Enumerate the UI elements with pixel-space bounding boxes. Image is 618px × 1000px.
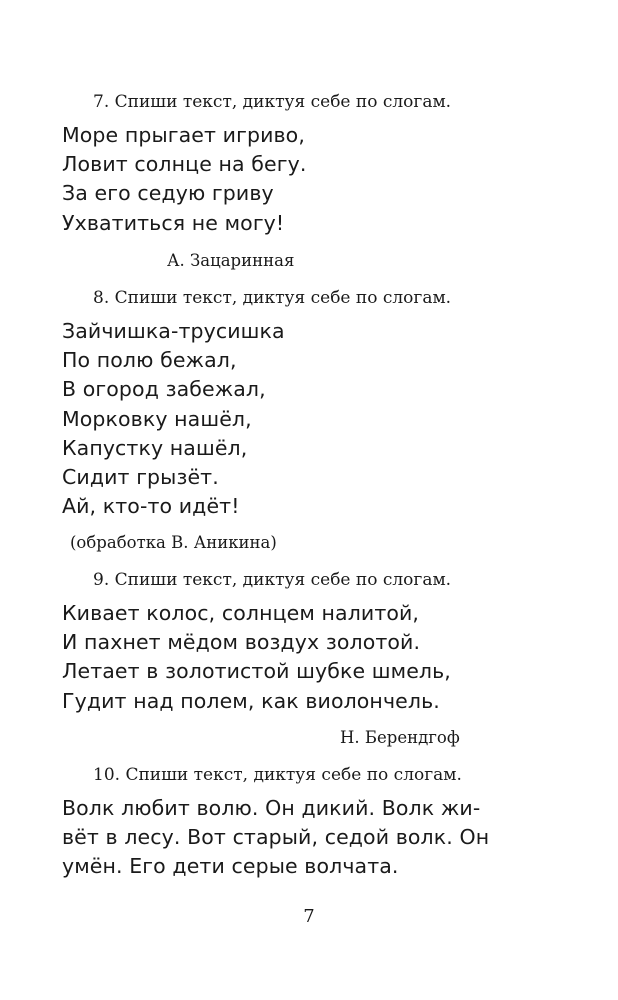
exercise-9-task: 9. Спиши текст, диктуя себе по слогам.	[93, 570, 452, 590]
exercise-9-author: Н. Берендгоф	[340, 728, 460, 747]
exercise-8-poem	[62, 317, 285, 521]
text-line: вёт в лесу. Вот старый, седой волк. Он	[62, 825, 490, 850]
poem-line: Зайчишка-трусишка	[62, 319, 285, 343]
exercise-7-poem	[62, 121, 306, 238]
poem-line: Морковку нашёл,	[62, 406, 252, 431]
exercise-7-author: А. Зацаринная	[167, 251, 295, 270]
poem-line: По полю бежал,	[62, 348, 237, 373]
poem-line: И пахнет мёдом воздух золотой.	[62, 630, 421, 655]
poem-line: Летает в золотистой шубке шмель,	[62, 659, 451, 684]
exercise-9-poem	[62, 599, 451, 716]
exercise-10-task: 10. Спиши текст, диктуя себе по слогам.	[93, 765, 462, 785]
text-line: Волк любит волю. Он дикий. Волк жи-	[62, 796, 481, 820]
poem-line: В огород забежал,	[62, 377, 266, 402]
exercise-10-text	[62, 794, 489, 882]
poem-line: За его седую гриву	[62, 181, 274, 206]
poem-line: Ухватиться не могу!	[62, 210, 285, 235]
poem-line: Ловит солнце на бегу.	[62, 152, 307, 177]
page-number: 7	[303, 906, 315, 927]
exercise-7-task: 7. Спиши текст, диктуя себе по слогам.	[93, 92, 452, 112]
text-line: умён. Его дети серые волчата.	[62, 854, 399, 879]
poem-line: Море прыгает игриво,	[62, 123, 305, 147]
poem-line: Ай, кто-то идёт!	[62, 494, 240, 519]
poem-line: Кивает колос, солнцем налитой,	[62, 601, 420, 625]
poem-line: Гудит над полем, как виолончель.	[62, 688, 440, 713]
exercise-8-task: 8. Спиши текст, диктуя себе по слогам.	[93, 288, 452, 308]
poem-line: Сидит грызёт.	[62, 465, 219, 490]
poem-line: Капустку нашёл,	[62, 435, 248, 460]
exercise-8-author: (обработка В. Аникина)	[70, 533, 277, 552]
